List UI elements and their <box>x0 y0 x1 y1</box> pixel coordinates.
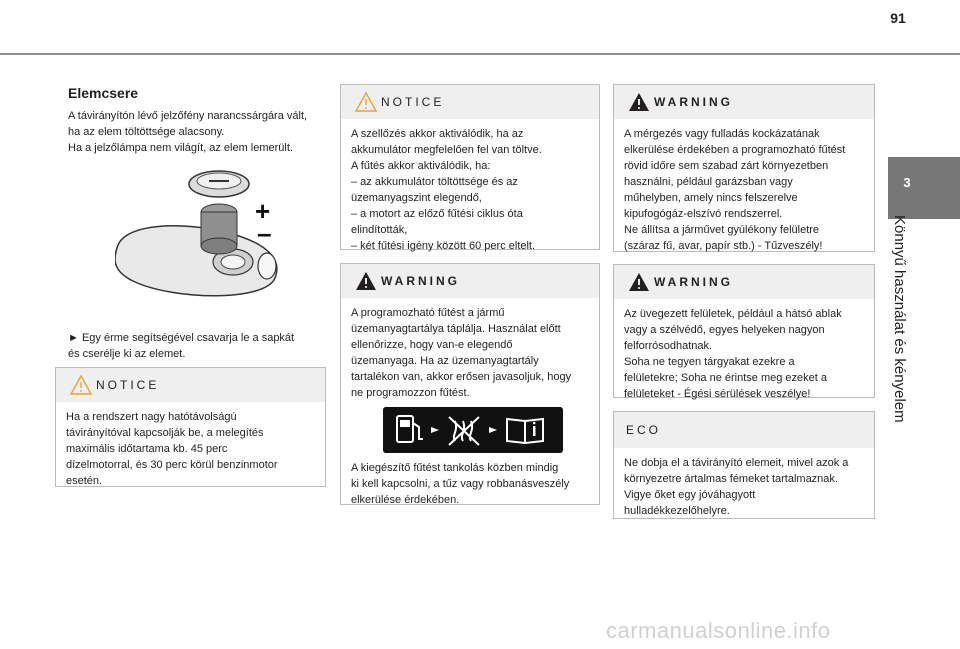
section-title: Elemcsere <box>68 85 139 101</box>
text-line: A programozható fűtést a jármű <box>351 307 505 319</box>
chapter-title: Könnyű használat és kényelem <box>891 215 908 423</box>
text-line: üzemanyaga. Ha az üzemanyagtartály <box>351 355 539 367</box>
text-line: ki kell kapcsolni, a tűz vagy robbanásveszély <box>351 478 570 490</box>
notice-label: NOTICE <box>96 378 160 392</box>
chapter-title-vertical <box>868 205 948 455</box>
warning-text <box>614 299 874 402</box>
svg-text:–: – <box>257 218 272 248</box>
text-line: (száraz fű, avar, papír stb.) - Tűzveszély! <box>624 240 823 252</box>
warning-label: WARNING <box>654 275 733 289</box>
intro-paragraph <box>68 108 330 156</box>
text-line: üzemanyagtartálya táplálja. Használat előtt <box>351 323 561 335</box>
warning-label: WARNING <box>381 274 460 288</box>
text-line: tartalékon van, akkor erősen javasoljuk, hogy <box>351 371 572 383</box>
page-number: 91 <box>890 10 906 26</box>
text-line: környezetre ártalmas fémeket tartalmaznak. <box>624 473 838 485</box>
remote-battery-illustration <box>115 160 285 310</box>
svg-text:+: + <box>255 196 271 226</box>
text-line: elkerülése érdekében. <box>351 494 460 506</box>
text-line: hulladékkezelőhelyre. <box>624 505 730 517</box>
text-line: A kiegészítő fűtést tankolás közben mindig <box>351 462 559 474</box>
text-line: felületeket - Égési sérülések veszélye! <box>624 388 811 400</box>
warning-box <box>613 264 875 398</box>
text-line: Ne állítsa a járművet gyúlékony felületre <box>624 224 820 236</box>
text-line: műhelyben, amely nincs felszerelve <box>624 192 798 204</box>
warning-triangle-icon <box>628 272 650 292</box>
text-line: esetén. <box>66 475 103 487</box>
text-line: felületekre; Soha ne érintse meg ezeket a <box>624 372 828 384</box>
notice-box <box>55 367 326 487</box>
warning-label: WARNING <box>654 95 733 109</box>
notice-header <box>56 368 325 402</box>
text-line: ellenőrizze, hogy van-e elegendő <box>351 339 513 351</box>
instruction-paragraph <box>68 330 330 362</box>
warning-box <box>340 263 600 505</box>
notice-triangle-icon <box>70 375 92 395</box>
warning-header <box>614 265 874 299</box>
text-line: A szellőzés akkor aktiválódik, ha az <box>351 128 524 140</box>
warning-box <box>613 84 875 252</box>
warning-header <box>341 264 599 298</box>
warning-text <box>614 119 874 254</box>
text-line: akkumulátor megfelelően fel van töltve. <box>351 144 542 156</box>
warning-triangle-icon <box>355 271 377 291</box>
warning-triangle-icon <box>628 92 650 112</box>
eco-label: ECO <box>626 423 662 437</box>
top-rule <box>0 53 960 55</box>
text-line: üzemanyagszint elegendő, <box>351 192 482 204</box>
text-line: – két fűtési igény között 60 perc eltelt. <box>351 240 536 252</box>
text-line: Vigye őket egy jóváhagyott <box>624 489 756 501</box>
text-line: és cserélje ki az elemet. <box>68 348 186 360</box>
chapter-number: 3 <box>903 175 911 190</box>
notice-text <box>56 402 325 489</box>
notice-label: NOTICE <box>381 95 445 109</box>
text-line: dízelmotorral, és 30 perc körül benzinmotor <box>66 459 278 471</box>
eco-header <box>614 412 874 448</box>
text-line: Ha a rendszert nagy hatótávolságú <box>66 411 237 423</box>
text-line: vagy a szélvédő, egyes helyeken nagyon <box>624 324 825 336</box>
text-line: távirányítóval kapcsolják be, a melegítés <box>66 427 264 439</box>
text-line: ha az elem töltöttsége alacsony. <box>68 126 225 138</box>
text-line: Az üvegezett felületek, például a hátsó ablak <box>624 308 842 320</box>
text-line: A fűtés akkor aktiválódik, ha: <box>351 160 491 172</box>
text-line: kipufogógáz-elszívó rendszerrel. <box>624 208 783 220</box>
notice-header <box>341 85 599 119</box>
notice-triangle-icon <box>355 92 377 112</box>
text-line: A távirányítón lévő jelzőfény narancssárgára vált, <box>68 110 308 122</box>
text-line: ne programozzon fűtést. <box>351 387 470 399</box>
notice-text <box>341 119 599 254</box>
text-line: A mérgezés vagy fulladás kockázatának <box>624 128 820 140</box>
eco-box <box>613 411 875 519</box>
text-line: – a motort az előző fűtési ciklus óta <box>351 208 523 220</box>
text-line: – az akkumulátor töltöttsége és az <box>351 176 518 188</box>
eco-text <box>614 448 874 519</box>
text-line: elindították, <box>351 224 408 236</box>
text-line: Soha ne tegyen tárgyakat ezekre a <box>624 356 795 368</box>
notice-box <box>340 84 600 250</box>
text-line: rövid időre sem szabad zárt környezetben <box>624 160 829 172</box>
watermark: carmanualsonline.info <box>606 618 831 643</box>
text-line: ► Egy érme segítségével csavarja le a sapkát <box>68 332 295 344</box>
warning-header <box>614 85 874 119</box>
refuelling-pictogram <box>383 407 563 453</box>
text-line: elkerülése érdekében a programozható fűtést <box>624 144 846 156</box>
warning-text <box>341 298 599 508</box>
text-line: használni, például garázsban vagy <box>624 176 793 188</box>
text-line: Ha a jelzőlámpa nem világít, az elem lemerült. <box>68 142 293 154</box>
text-line: maximális időtartama kb. 45 perc <box>66 443 228 455</box>
text-line: Ne dobja el a távirányító elemeit, mivel azok a <box>624 457 849 469</box>
text-line: felforrósodhatnak. <box>624 340 713 352</box>
